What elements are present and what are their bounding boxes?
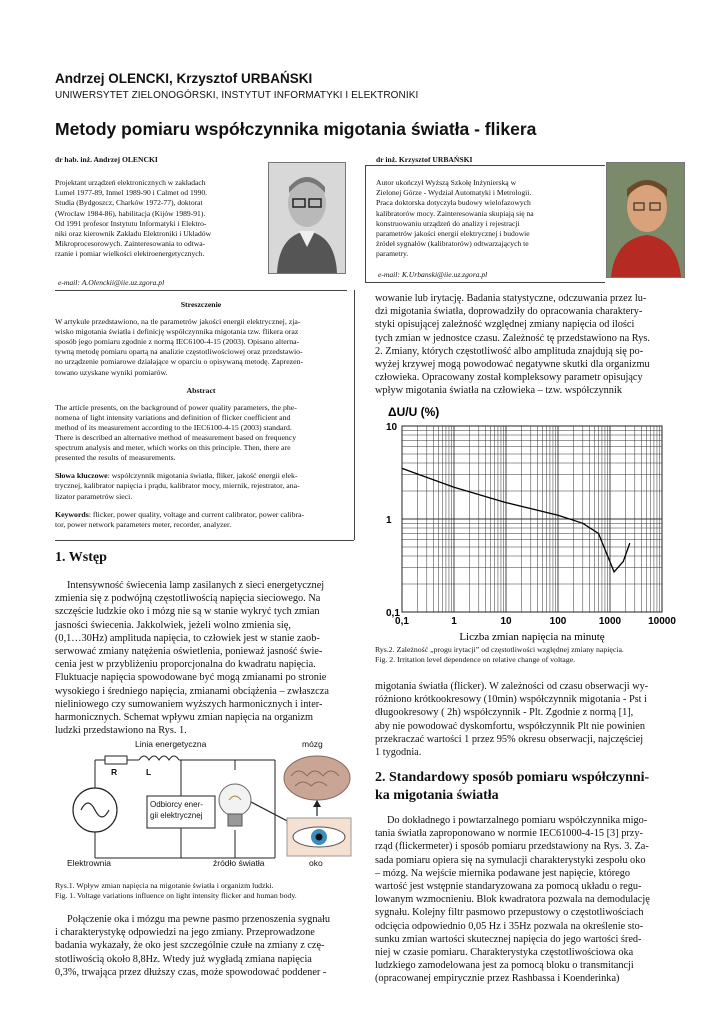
bio2-name: dr inż. Krzysztof URBAŃSKI [376,155,473,164]
caption-en: Fig. 2. Irritation level dependence on relative change of voltage. [375,655,576,665]
body-line: wowanie lub irytację. Badania statystyczne, odczuwania przez lu- [375,293,647,304]
y-tick-label: 1 [386,515,392,526]
abstract-line: sposób jego pomiaru zgodnie z normą IEC6100-4-15 (2003). Opisano alterna- [55,337,300,347]
body-line: wysokiego i średniego napięcia, zmianami obciążenia – zwłaszcza [55,685,329,697]
abstract-line: tywną metodę pomiaru opartą na analizie częstotliwościowej oraz przedstawio- [55,347,303,357]
figure-1-caption [55,881,297,901]
body-line: badania wykazały, że oko jest szczególnie czułe na zmiany z czę- [55,940,325,952]
figure-2 [372,396,676,643]
bio1-line: Studia (Bydgoszcz, Charków 1972-77), doktorat [55,198,203,208]
brain-label: mózg [302,739,323,749]
bio1-text [55,178,265,260]
x-tick-label: 100 [549,616,567,627]
right-mid-text [375,680,669,759]
keywords-pl [55,471,347,501]
paper-title: Metody pomiaru współczynnika migotania światła - flikera [55,119,537,139]
body-line: ludzki przedstawiono na Rys. 1. [55,725,187,737]
line-label: Linia energetyczna [135,739,207,749]
bio-frame-line [55,290,347,291]
y-axis-label: ΔU/U (%) [388,405,440,419]
y-tick-label: 0,1 [386,608,400,619]
bio2-text [376,178,594,260]
body-line: odcięcia odpowiednio 0,05 Hz i 35Hz pozwala na określenie sto- [375,920,644,932]
bio2-line: Autor ukończył Wyższą Szkołę Inżynierską w [376,178,517,187]
section2-body [375,814,669,986]
bio1-line: Mikroprocesorowych. Zainteresowania to odtwa- [55,239,206,249]
body-line: ludzkiego zamodelowana jest za pomocą bloku o transmitancji [375,960,634,972]
body-line: sunku zmian wartości skutecznej napięcia do jego wartości śred- [375,933,642,945]
bio-frame-line [365,165,605,166]
x-tick-label: 10 [500,616,512,627]
plant-label: Elektrownia [67,858,111,868]
body-line: lowanym wzmocnieniu. Blok kwadratora pozwala na demodulację [375,894,650,906]
bio1-name: dr hab. inż. Andrzej OLENCKI [55,155,158,164]
bio1-email: e-mail: A.Olenckii@iie.uz.zgora.pl [58,278,165,287]
body-line: Fluktuacje napięcia spowodowane być mogą zmianami po stronie [55,672,327,684]
eye-label: oko [309,858,323,868]
body-line: i charakterystykę odpowiedzi na jego zmiany. Przeprowadzone [55,927,315,939]
irritation-threshold-curve [402,468,630,572]
abstract-line: wisko migotania światła i definicję współczynnika migotania tzw. flikera oraz [55,327,299,337]
body-line: aby nie powodować dyskomfortu, współczynnik Plt nie powinien [375,720,645,732]
body-line: dzi migotania światła, doprowadziły do opracowania charaktery- [375,306,643,318]
portrait-illustration [607,163,684,277]
body-line: jasności świecenia. Jakkolwiek, jeżeli wolno zmienia się, [55,619,291,631]
body-line: niej w czasie pomiaru. Charakterystyka częstotliwościowa oka [375,947,634,959]
bio1-line: (Wrocław 1984-86), habilitacja (Kijów 1989-91). [55,208,206,218]
keywords-line: : flicker, power quality, voltage and current calibrator, power calibra- [88,509,305,519]
y-tick-label: 10 [386,422,398,433]
abstract-block [55,300,347,538]
bio1-line: Projektant urządzeń elektronicznych w zakładach [55,178,206,187]
bio2-line: parametrów jakości energii elektrycznej i budowie [376,229,530,239]
keywords-line: trycznej, kalibrator napięcia i prądu, kalibrator mocy, miernik, rejestrator, ana- [55,481,300,491]
section1-body [55,579,347,737]
x-axis-label: Liczba zmian napięcia na minutę [459,631,605,643]
keywords-line: tor, power network parameters meter, recorder, analyzer. [55,519,232,529]
body-line: 0,3%, trwająca przez dłuższy czas, może spowodować poddener - [55,966,327,978]
body-line: stotliwością około 8,8Hz. Wtedy już wygładą zmiana napięcia [55,953,312,965]
body-line: człowieka. Opracowany został kompleksowy parametr opisujący [375,372,643,384]
bio1-line: niki oraz kierownik Zakładu Elektroniki i Układów [55,229,212,239]
body-line: wpływ migotania światła na człowieka – tzw. współczynnik [375,385,622,397]
abstract-pl-heading: Streszczenie [180,300,222,309]
bio2-line: źródeł sygnałów (kalibratorów) odtwarzających te [376,239,529,249]
keywords-line: : współczynnik migotania światła, fliker, jakość energii elek- [107,471,298,481]
bio2-line: Zielonej Górze - Wydział Automatyki i Metrologii. [376,188,532,198]
keywords-en-label: Keywords [55,509,89,519]
receivers-line: Odbiorcy ener- [150,800,203,809]
body-line: sygnału. Kolejny filtr pasmowo przepustowy o częstotliwościach [375,907,644,919]
body-line: różniono krótkookresowy (10min) współczynnik migotania - Pst i [375,694,647,706]
figure-2-caption [375,645,624,665]
abstract-line: nomena of light intensity variations and definition of flicker coefficient and [55,412,291,422]
body-line: 1 tygodnia. [375,747,422,759]
bio2-line: kalibratorów mocy. Zainteresowania skupiają się na [376,208,534,218]
x-tick-label: 0,1 [395,616,409,627]
section1-heading: 1. Wstęp [55,550,107,565]
body-line: tych zmian w jednostce czasu. Zależność tę przedstawiono na Rys. [375,332,650,344]
author1-photo [268,162,346,274]
x-tick-label: 10000 [648,616,676,627]
bio2-line: parametry. [376,249,409,259]
bio2-email: e-mail: K.Urbanski@iie.uz.zgora.pl [378,270,488,279]
keywords-line: lizator parametrów sieci. [55,491,133,501]
body-line: zmienia się z podwójną częstotliwością napięcia sieciowego. Na [55,593,321,605]
body-line: (0,1…30Hz) amplituda napięcia, to człowiek jest w stanie zaob- [55,632,320,644]
abstract-rule [55,540,354,541]
section2-heading [375,769,649,805]
abstract-en-heading: Abstract [186,385,216,395]
body-line: rząd (flickermeter) i sposób pomiaru przedstawiony na Rys. 3. Za- [375,841,649,853]
keywords-pl-label: Słowa kluczowe [55,471,108,481]
receivers-line: gii elektrycznej [150,811,203,820]
abstract-line: The article presents, on the background of power quality parameters, the phe- [55,402,297,412]
receivers-label [150,799,203,821]
affiliation: UNIWERSYTET ZIELONOGÓRSKI, INSTYTUT INFORMATYKI I ELEKTRONIKI [55,90,419,101]
inductor-label: L [146,767,152,777]
bio1-line: Od 1991 profesor Instytutu Informatyki i Elektro- [55,218,207,228]
bio2-line: konstruowaniu urządzeń do analizy i rejestracji [376,218,520,228]
abstract-en [55,403,347,464]
heading-line: 2. Standardowy sposób pomiaru współczynni- [375,770,650,785]
body-line: serwować zmiany natężenia oświetlenia, ponieważ jasność świe- [55,646,323,658]
section1-continued [55,913,347,979]
body-line: Intensywność świecenia lamp zasilanych z sieci energetycznej [67,580,325,591]
authors: Andrzej OLENCKI, Krzysztof URBAŃSKI [55,71,313,86]
bio-frame-line [365,165,366,282]
heading-line: ka migotania światła [375,788,499,803]
abstract-line: presented the results of measurements. [55,453,176,463]
bio2-line: Praca doktorska dotyczyła budowy wielofazowych [376,198,531,208]
portrait-illustration [269,163,345,273]
body-line: (opracowanej empirycznie przez Rashbassa i Koenderinka) [375,973,620,985]
body-line: styki opisującej zależność względnej zmiany napięcia od ilości [375,319,635,331]
body-line: harmonicznych. Schemat wpływu zmian napięcia na organizm [55,712,314,724]
x-tick-label: 1 [451,616,457,627]
right-column-text [375,292,669,398]
body-line: szczęście ludzkie oko i mózg nie są w stanie wykryć tych zmian [55,606,320,618]
keywords-en [55,510,347,530]
caption-pl: Rys.1. Wpływ zmian napięcia na migotanie światła i organizm ludzki. [55,881,274,890]
body-line: Do dokładnego i powtarzalnego pomiaru współczynnika migo- [387,815,648,826]
abstract-line: W artykule przedstawiono, na tle parametrów jakości energii elektrycznej, zja- [55,317,301,327]
body-line: sada pomiaru opiera się na symulacji charakterystyki zespołu oko [375,854,646,866]
body-line: – mózg. Na wejście miernika podawane jest napięcie, którego [375,867,631,879]
caption-en: Fig. 1. Voltage variations influence on light intensity flicker and human body. [55,891,297,901]
abstract-line: no urządzenie pomiarowe działające w oparciu o opisywaną metodę. Zaprezen- [55,357,304,367]
abstract-line: method of its measurement according to the IEC6100-4-15 (2003) standard. [55,422,292,432]
body-line: nieliniowego czy sumowaniem wyższych harmonicznych i inter- [55,698,323,710]
figure-1 [55,740,355,870]
abstract-line: spectrum analysis and meter, which works on this principle. Then, there are [55,443,291,453]
flicker-curve-chart [372,396,676,643]
abstract-pl [55,317,347,378]
bio1-line: rzanie i pomiar wielkości elektroenergetycznych. [55,249,205,259]
x-tick-label: 1000 [598,616,622,627]
circuit-diagram [55,740,355,870]
abstract-line: towano uzyskane wyniki pomiarów. [55,367,168,377]
abstract-line: There is described an alternative method of measurement based on frequency [55,433,297,443]
column-rule [354,290,355,540]
light-source-label: źródło światła [213,858,265,868]
body-line: tania światła zaproponowano w normie IEC61000-4-15 [3] przy- [375,828,643,840]
bio-frame-line [365,282,605,283]
body-line: długookresowy ( 2h) współczynnik - Plt. Zgodnie z normą [1], [375,707,634,719]
body-line: wartość jest wstępnie standaryzowana za pomocą układu o regu- [375,881,642,893]
body-line: cenia jest w przybliżeniu proporcjonalna do kwadratu napięcia. [55,659,316,671]
body-line: 2. Zmiany, których częstotliwość albo amplituda znajdują się po- [375,345,644,357]
body-line: migotania światła (flicker). W zależności od czasu obserwacji wy- [375,681,649,692]
caption-pl: Rys.2. Zależność „progu irytacji” od częstotliwości względnej zmiany napięcia. [375,645,624,654]
author2-photo [606,162,685,278]
bio1-line: Lumel 1977-89, Inmel 1989-90 i Calmet od 1990. [55,188,208,198]
body-line: przekraczać wartości 1 przez 95% okresu obserwacji, najczęściej [375,733,644,745]
body-line: Połączenie oka i mózgu ma pewne pasmo przenoszenia sygnału [67,914,331,925]
resistor-label: R [111,767,118,777]
body-line: wyżej krzywej mogą powodować negatywne skutki dla organizmu [375,359,650,371]
